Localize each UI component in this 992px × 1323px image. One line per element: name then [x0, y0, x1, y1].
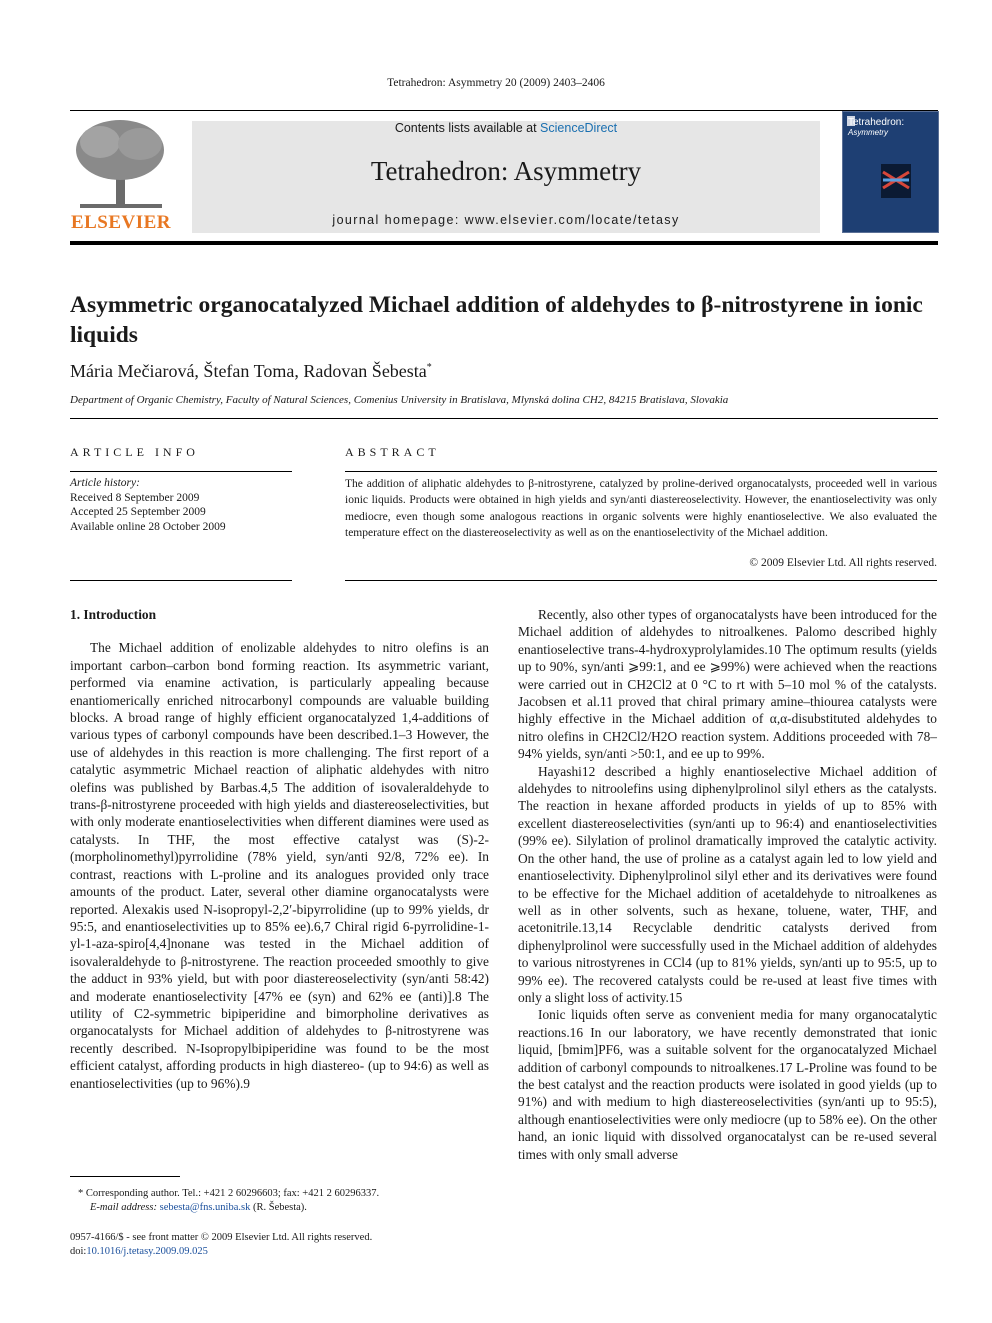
affiliation: Department of Organic Chemistry, Faculty of Natural Sciences, Comenius University in Bratislava, Mlynská dolina CH2, 84215 Bratislava, Slovakia [70, 394, 729, 406]
footnote-rule [70, 1176, 180, 1177]
accepted-date: Accepted 25 September 2009 [70, 506, 206, 518]
article-history [70, 476, 300, 534]
article-title: Asymmetric organocatalyzed Michael addition of aldehydes to β-nitrostyrene in ionic liquids [70, 292, 923, 348]
abstract-rule [345, 471, 937, 472]
email-label: E-mail address: [90, 1201, 160, 1213]
elsevier-wordmark: ELSEVIER [70, 212, 172, 233]
body-left-column [70, 606, 489, 1092]
journal-homepage[interactable]: journal homepage: www.elsevier.com/locate/tetasy [332, 213, 680, 227]
history-label: Article history: [70, 477, 140, 489]
header-rule [70, 110, 938, 111]
doi-label: doi: [70, 1245, 87, 1257]
journal-citation: Tetrahedron: Asymmetry 20 (2009) 2403–2406 [387, 77, 605, 89]
abstract-bottom-rule [345, 580, 937, 581]
corresponding-contact: * Corresponding author. Tel.: +421 2 60296603; fax: +421 2 60296337. [78, 1188, 380, 1199]
header-thick-rule [70, 241, 938, 245]
received-date: Received 8 September 2009 [70, 491, 200, 504]
paragraph: Hayashi12 described a highly enantioselective Michael addition of aldehydes to nitroolefins using diphenylprolinol silyl ethers as the catalysts. The reaction in hexane afforded products in yields of up to 85% with excellent diastereoselectivities (syn/anti up to 96:4) and enantioselectivities (99% ee). Silylation of prolinol dramatically improved the catalytic activity. On the other hand, the use of proline as a catalyst again led to low yield and enantioselectivity. Diphenylprolinol silyl ether and its derivatives were found to be effective for the Michael addition of acetaldehyde to nitroalkenes as well as in other solvents, such as hexane, toluene, water, THF, and acetonitrile.13,14 Recyclable dendritic catalysts derived from diphenylprolinol were successfully used in the Michael addition of aldehydes to various nitrostyrenes in CCl4 (up to 81% yields, syn/anti up to 95:5, up to 99% ee). The recovered catalysts could be re-used at least five times with only a slight loss of activity.15 [518, 763, 937, 1005]
article-info-heading: ARTICLE INFO [70, 445, 199, 459]
affiliation-rule [70, 418, 938, 419]
issn-line: 0957-4166/$ - see front matter © 2009 Elsevier Ltd. All rights reserved. [70, 1232, 373, 1243]
abstract-text: The addition of aliphatic aldehydes to β-nitrostyrene, catalyzed by proline-derived organocatalysts, proceeded well in various ionic liquids. Products were obtained in high yields and syn/anti diastereoselectivity. However, the enantioselectivity was only mediocre, even though some analogous reactions in organic solvents were highly enantioselective. We also evaluated the temperature effect on the diastereoselectivity as well as on the enantioselectivity of the Michael addition. [345, 478, 937, 539]
introduction-heading: 1. Introduction [70, 607, 157, 622]
cover-title [848, 118, 904, 138]
email-link[interactable]: sebesta@fns.uniba.sk [159, 1201, 251, 1213]
cover-subtitle: Asymmetry [848, 128, 888, 137]
online-date: Available online 28 October 2009 [70, 520, 226, 533]
sciencedirect-link[interactable]: ScienceDirect [540, 121, 618, 135]
body-right-column [518, 606, 937, 1163]
author-list [70, 361, 432, 382]
front-matter [70, 1231, 510, 1258]
contents-prefix: Contents lists available at [394, 121, 541, 135]
paragraph: The Michael addition of enolizable aldehydes to nitro olefins is an important carbon–carbon bond forming reaction. Its asymmetric variant, performed via enamine activation, is particularly appealing because enantiomerically enriched nitrocarbonyl compounds are valuable building blocks. A broad range of highly efficient organocatalyzed 1,4-additions of various types of carbonyl compounds have been described.1–3 However, the use of aldehydes in this reaction is more challenging. The first report of a catalytic asymmetric Michael reaction of aliphatic aldehydes with nitro olefins was published by Barbas.4,5 The addition of isovaleraldehyde to trans-β-nitrostyrene proceeded with high yields and diastereoselectivities, but with only moderate enantioselectivities when different diamines were used as catalysts. In THF, the most effective catalyst was (S)-2-(morpholinomethyl)pyrrolidine (78% yield, syn/anti 92/8, 72% ee). In contrast, reactions with L-proline and its analogues provided only trace amounts of the product. Later, several other diamine organocatalysts were reported. Alexakis used N-isopropyl-2,2′-bipyrrolidine (up to 99% yields, dr 95:5, and enantioselectivities up to 85% ee).6,7 Chiral rigid 6-pyrrolidine-1-yl-1-aza-spiro[4,4]nonane was tested in the Michael addition of isovaleraldehyde to β-nitrostyrene. The reaction proceeded smoothly to give the adduct in 93% yield, but with poor diastereoselectivity (syn/anti 58:42) and moderate enantioselectivity [47% ee (syn) and 62% ee (anti)].8 The utility of C2-symmetric bipiperidine and bimorpholine derivatives as organocatalysts for Michael addition of aldehydes to β-nitrostyrene was recently described. N-Isopropylbipiperidine was found to be the most efficient catalyst, affording products in high diastereo- (up to 94:6) as well as enantioselectivities (up to 96%).9 [70, 640, 489, 1091]
corresponding-author-mark[interactable]: * [426, 362, 432, 373]
paragraph: Ionic liquids often serve as convenient media for many organocatalytic reactions.16 In our laboratory, we have recently demonstrated that ionic liquid, [bmim]PF6, was a suitable solvent for the organocatalyzed Michael addition of carbonyl compounds to nitroalkenes.17 L-Proline was found to be the best catalyst and the reaction products were isolated in good yields (up to 91%) and with medium to high diastereoselectivities (syn/anti up to 95:5), although enantioselectivities were only mediocre (up to 58% ee). On the other hand, an ionic liquid with dissolved organocatalyst can be re-used several times with only small adverse [518, 1007, 937, 1162]
cover-title-line: Tetrahedron: [848, 117, 905, 128]
contents-line [192, 121, 820, 135]
doi-line [70, 1245, 510, 1259]
article-info-rule [70, 471, 292, 472]
email-line [78, 1201, 498, 1215]
authors-text: Mária Mečiarová, Štefan Toma, Radovan Šebesta [70, 361, 427, 381]
abstract-heading: ABSTRACT [345, 445, 440, 459]
corresponding-footnote [78, 1187, 498, 1214]
abstract-copyright: © 2009 Elsevier Ltd. All rights reserved. [749, 557, 937, 569]
article-info-bottom-rule [70, 580, 292, 581]
email-suffix: (R. Šebesta). [250, 1201, 307, 1213]
journal-name: Tetrahedron: Asymmetry [370, 156, 642, 186]
paragraph: Recently, also other types of organocatalysts have been introduced for the Michael addition of aldehydes to nitroalkenes. Palomo described highly enantioselective trans-4-hydroxyprolylamides.10 The optimum results (yields up to 90%, syn/anti ⩾99:1, and ee ⩾99%) were achieved when the reactions were carried out in CH2Cl2 at 0 °C to rt with 5–10 mol % of the catalysts. Jacobsen et al.11 proved that chiral primary amine–thiourea catalysts were highly effective in the Michael addition of α,α-disubstituted aldehydes to nitro olefins in CH2Cl2/H2O reaction system. Additions proceeded with 78–94% yields, syn/anti >50:1, and ee up to 99%. [518, 607, 937, 762]
doi-link[interactable]: 10.1016/j.tetasy.2009.09.025 [86, 1245, 208, 1257]
